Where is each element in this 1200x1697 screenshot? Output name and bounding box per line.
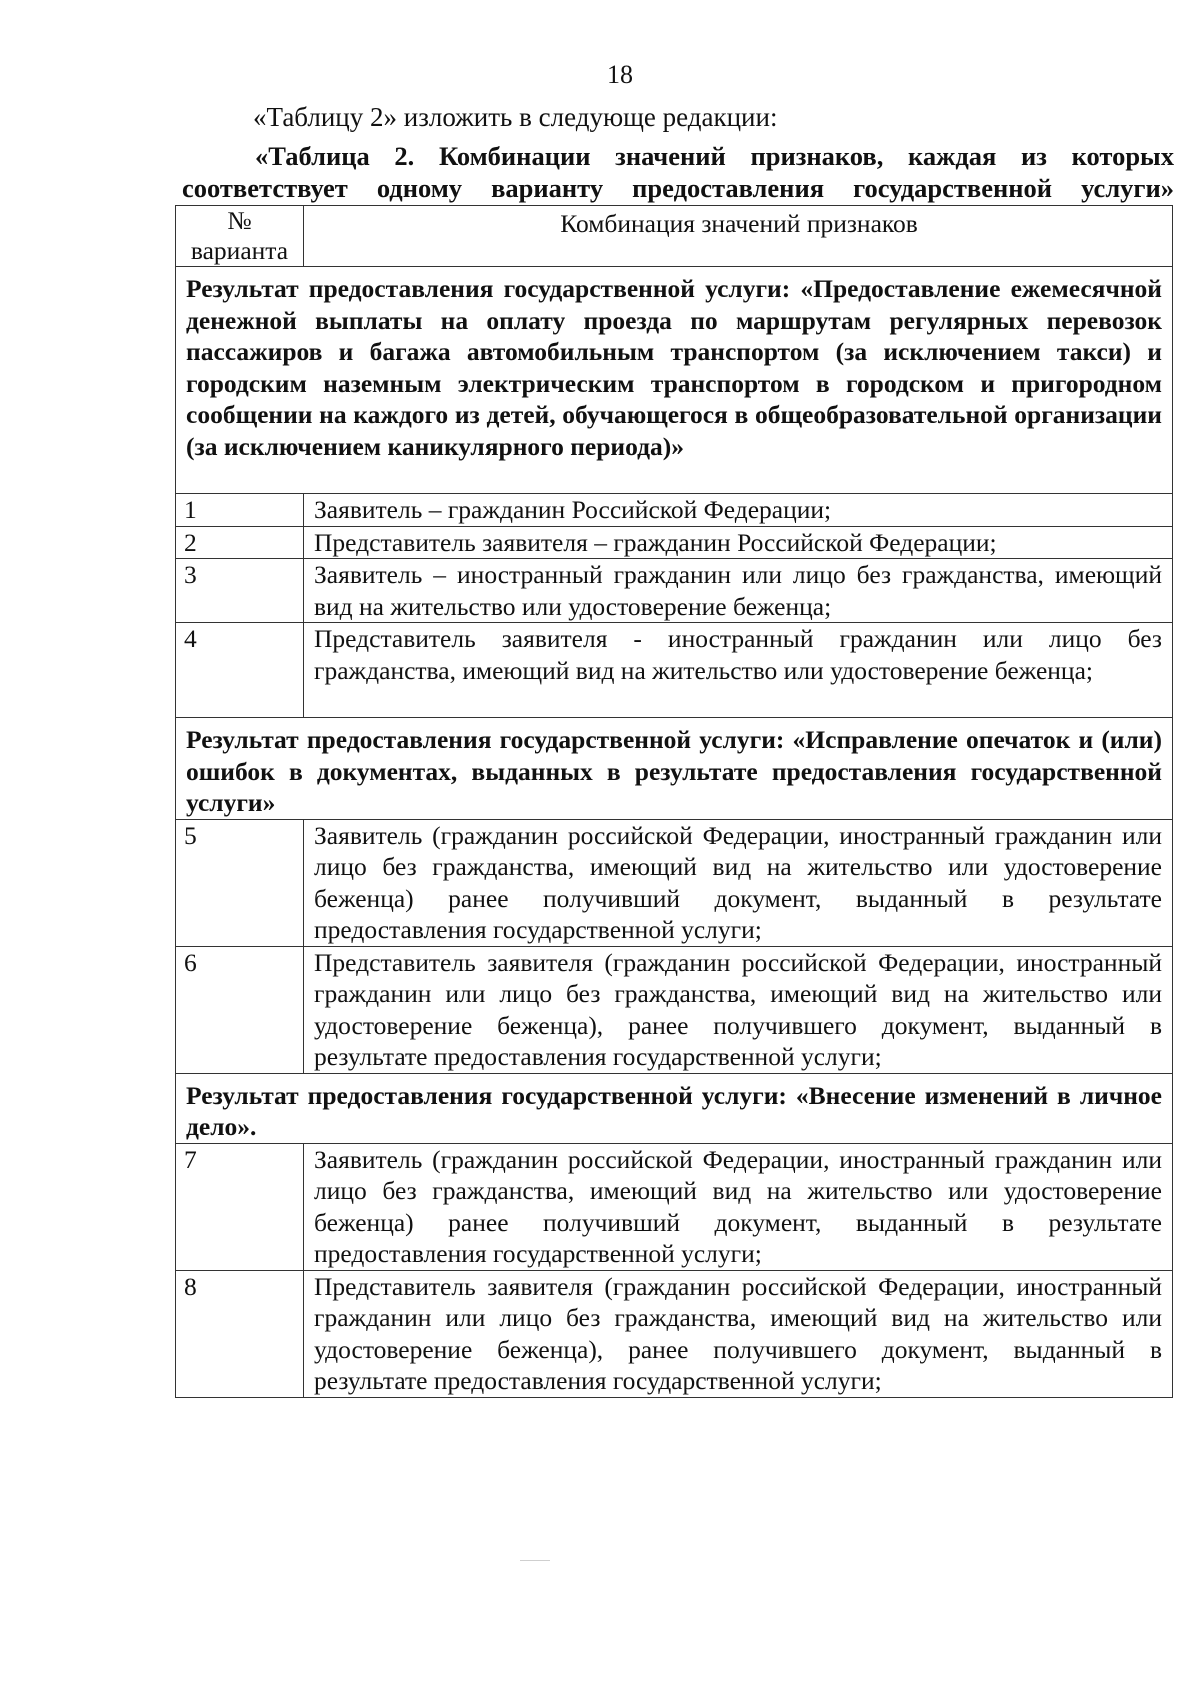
variant-description: Представитель заявителя (гражданин российской Федерации, иностранный гражданин или лицо без гражданства, имеющий вид на жительство или удостоверение беженца), ранее получившего документ, выданный в результате предоставления государственной услуги; bbox=[304, 946, 1173, 1073]
table-row bbox=[176, 623, 1173, 718]
variant-description: Заявитель – иностранный гражданин или лицо без гражданства, имеющий вид на жительство или удостоверение беженца; bbox=[304, 559, 1173, 623]
header-number-sign: № bbox=[227, 206, 252, 235]
table-row bbox=[176, 526, 1173, 559]
variant-number: 2 bbox=[176, 526, 304, 559]
variant-description: Представитель заявителя – гражданин Российской Федерации; bbox=[304, 526, 1173, 559]
section-title-cell bbox=[176, 1073, 1173, 1143]
scan-mark bbox=[520, 1560, 550, 1561]
section-row bbox=[176, 267, 1173, 494]
table-row bbox=[176, 1143, 1173, 1270]
table-title-line-1: «Таблица 2. Комбинации значений признаков, каждая из которых bbox=[255, 141, 1174, 171]
section-title: Результат предоставления государственной услуги: «Исправление опечаток и (или) ошибок в документах, выданных в результате предоставления государственной услуги» bbox=[186, 725, 1162, 817]
variant-number: 1 bbox=[176, 494, 304, 527]
variant-description: Заявитель (гражданин российской Федерации, иностранный гражданин или лицо без гражданства, имеющий вид на жительство или удостоверение беженца) ранее получивший документ, выданный в результате предоставления государственной услуги; bbox=[304, 819, 1173, 946]
section-title: Результат предоставления государственной услуги: «Внесение изменений в личное дело». bbox=[186, 1080, 1162, 1141]
header-combination: Комбинация значений признаков bbox=[304, 206, 1173, 267]
section-title-cell bbox=[176, 718, 1173, 820]
section-row bbox=[176, 718, 1173, 820]
variant-number: 3 bbox=[176, 559, 304, 623]
variant-number: 6 bbox=[176, 946, 304, 1073]
variant-number: 7 bbox=[176, 1143, 304, 1270]
section-title-cell bbox=[176, 267, 1173, 494]
variant-description-cell bbox=[304, 623, 1173, 718]
table-row bbox=[176, 559, 1173, 623]
table-row bbox=[176, 494, 1173, 527]
variant-description: Заявитель – гражданин Российской Федерации; bbox=[304, 494, 1173, 527]
variant-number: 8 bbox=[176, 1270, 304, 1397]
variant-description: Заявитель (гражданин российской Федерации, иностранный гражданин или лицо без гражданства, имеющий вид на жительство или удостоверение беженца) ранее получивший документ, выданный в результате предоставления государственной услуги; bbox=[304, 1143, 1173, 1270]
variant-description: Представитель заявителя - иностранный гражданин или лицо без гражданства, имеющий вид на жительство или удостоверение беженца; bbox=[314, 624, 1162, 685]
table-row bbox=[176, 819, 1173, 946]
variant-number: 4 bbox=[176, 623, 304, 718]
variant-description: Представитель заявителя (гражданин российской Федерации, иностранный гражданин или лицо без гражданства, имеющий вид на жительство или удостоверение беженца), ранее получившего документ, выданный в результате предоставления государственной услуги; bbox=[304, 1270, 1173, 1397]
page-number: 18 bbox=[607, 60, 633, 89]
table-row bbox=[176, 1270, 1173, 1397]
table-title bbox=[182, 140, 1174, 204]
header-variant-number bbox=[176, 206, 304, 267]
section-row bbox=[176, 1073, 1173, 1143]
table-title-line-2: соответствует одному варианту предоставления государственной услуги» bbox=[182, 173, 1174, 203]
intro-text: «Таблицу 2» изложить в следующе редакции: bbox=[253, 102, 778, 132]
variant-number: 5 bbox=[176, 819, 304, 946]
header-variant-label: варианта bbox=[190, 236, 289, 265]
section-title: Результат предоставления государственной услуги: «Предоставление ежемесячной денежной выплаты на оплату проезда по маршрутам регулярных перевозок пассажиров и багажа автомобильным транспортом (за исключением такси) и городским наземным электрическим транспортом в городском и пригородном сообщении на каждого из детей, обучающегося в общеобразовательной организации (за исключением каникулярного периода)» bbox=[186, 274, 1162, 461]
table-header-row bbox=[176, 206, 1173, 267]
table-row bbox=[176, 946, 1173, 1073]
variants-table bbox=[175, 205, 1173, 1398]
